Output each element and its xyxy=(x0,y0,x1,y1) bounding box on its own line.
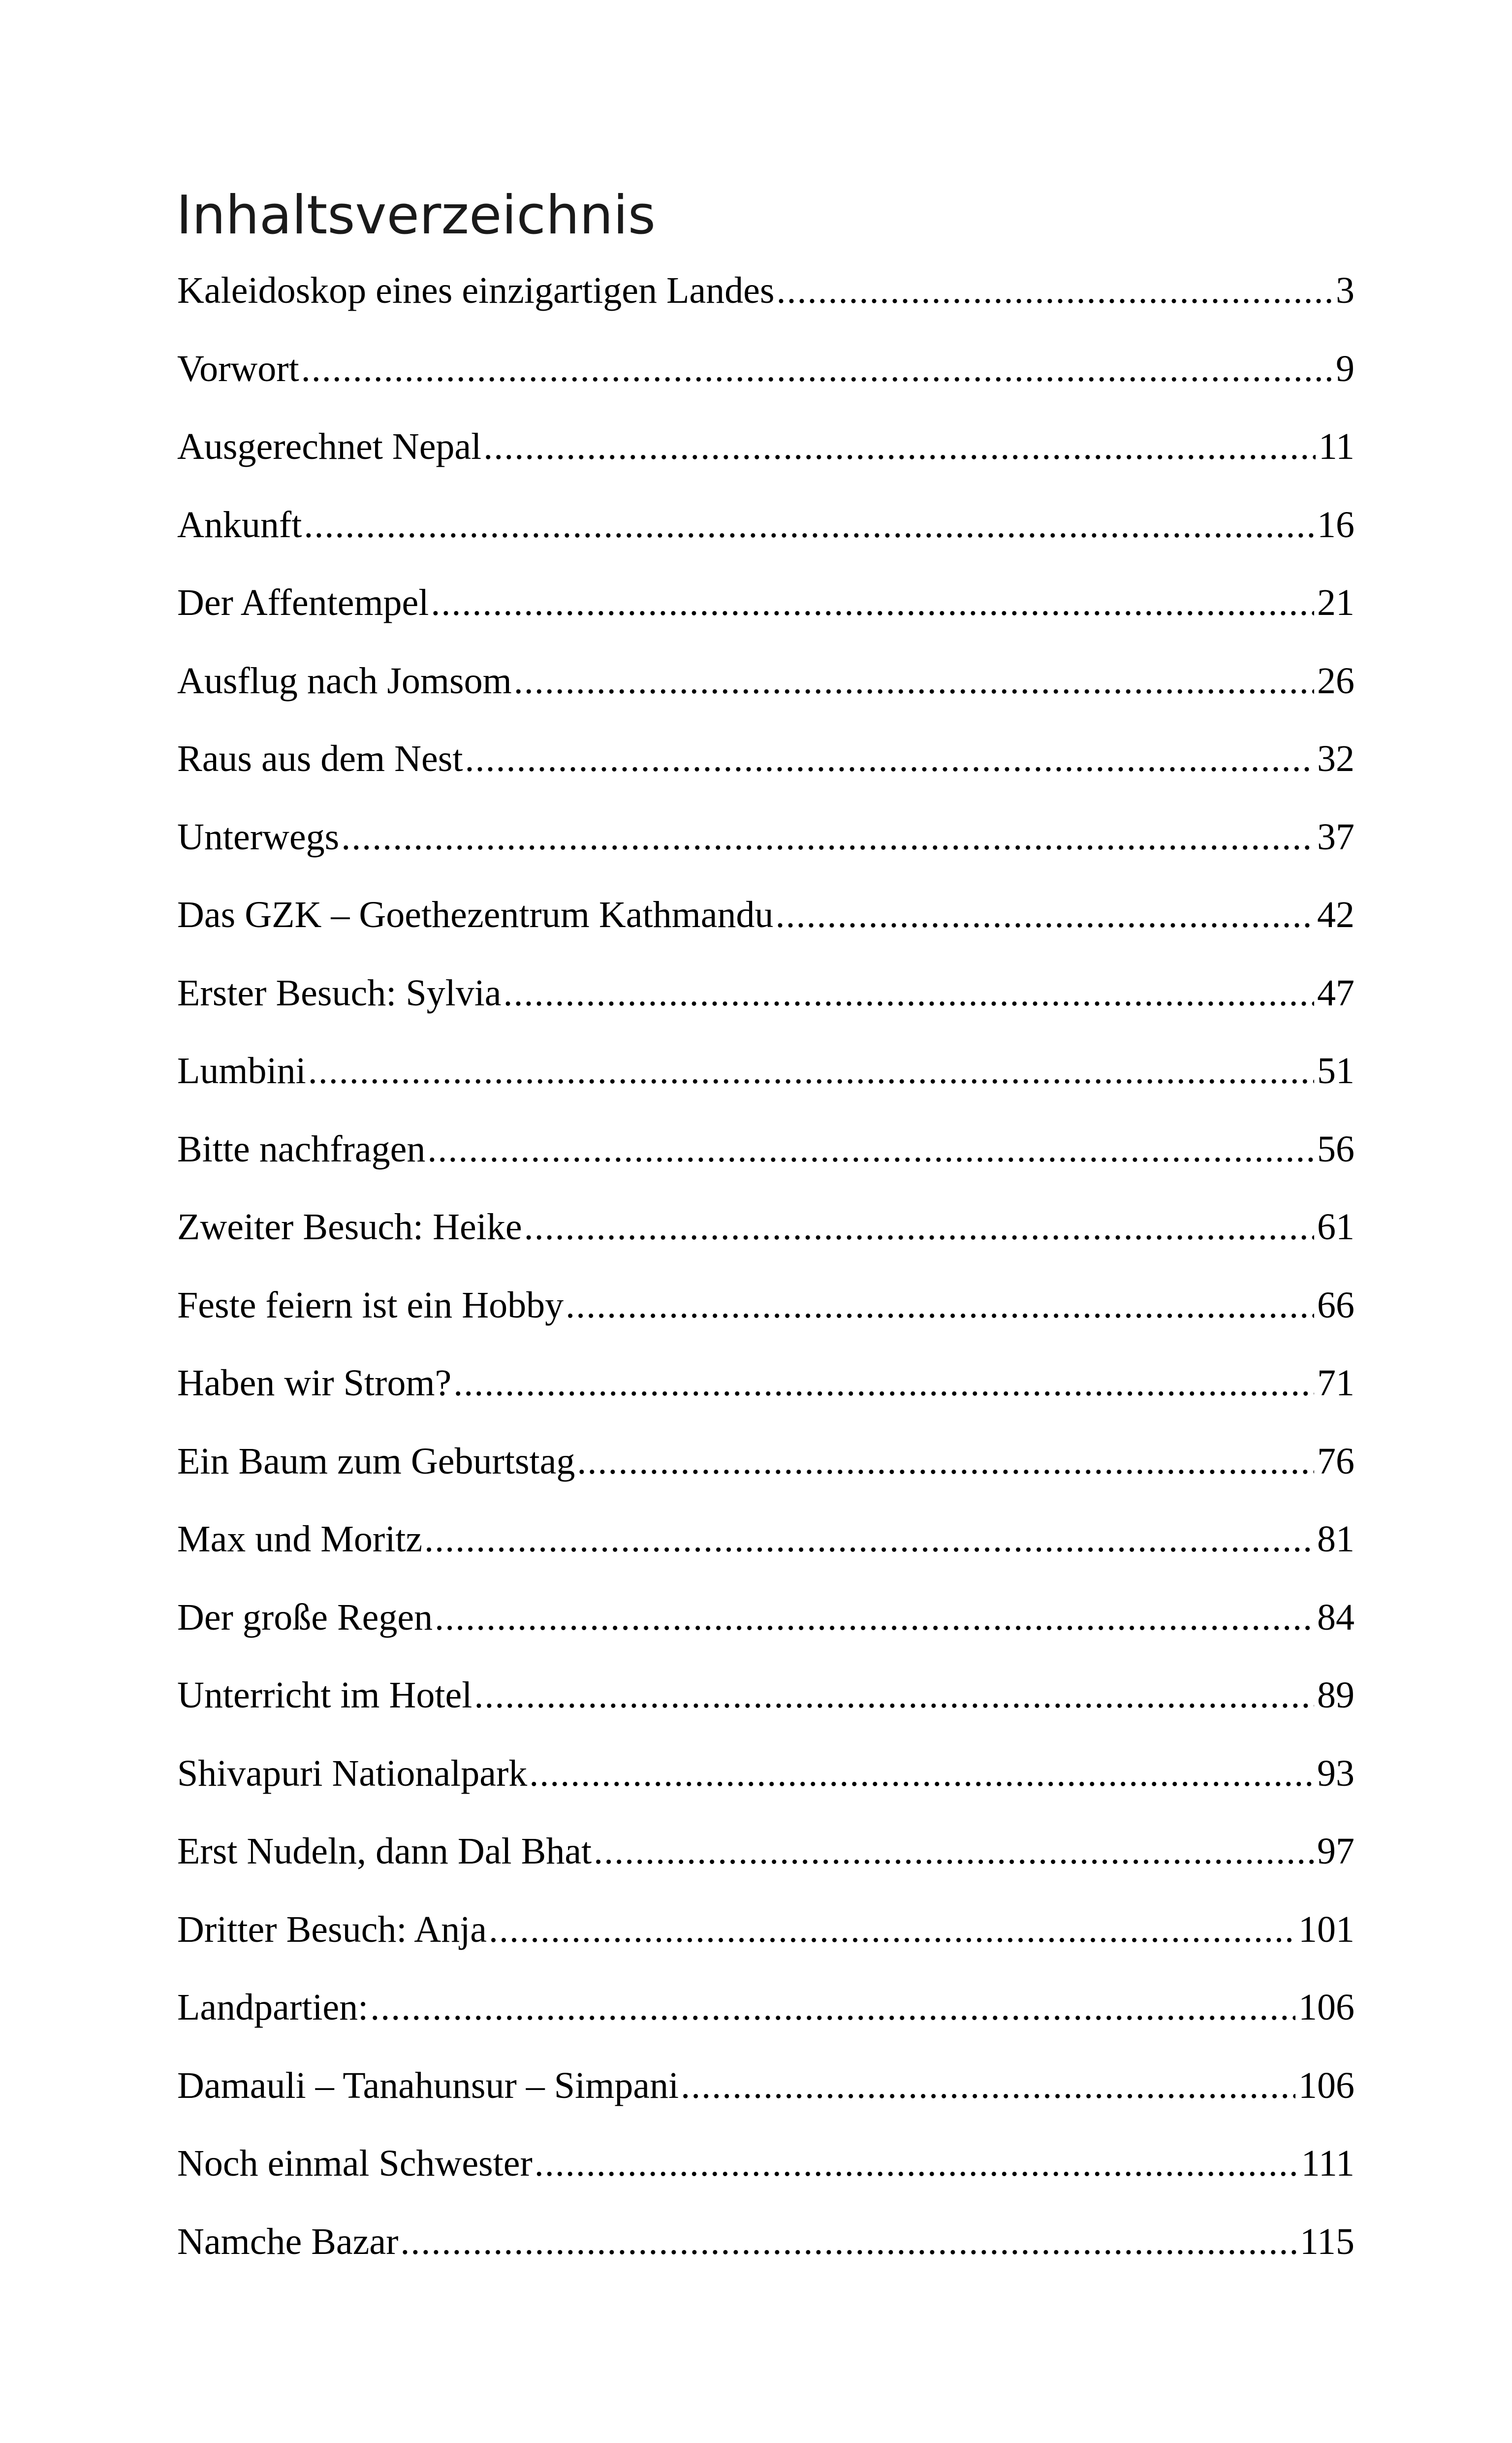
toc-entry-title: Namche Bazar xyxy=(177,2220,399,2262)
toc-entry-title: Unterwegs xyxy=(177,816,340,858)
toc-page-number: 101 xyxy=(1298,1908,1354,1950)
toc-dot-leader xyxy=(474,1668,1314,1722)
toc-entry-title: Vorwort xyxy=(177,348,299,389)
toc-dot-leader xyxy=(529,1746,1314,1800)
toc-page-number: 93 xyxy=(1317,1752,1354,1794)
toc-entry-title: Zweiter Besuch: Heike xyxy=(177,1206,522,1248)
toc-dot-leader xyxy=(566,1278,1314,1332)
toc-page-number: 16 xyxy=(1317,504,1354,546)
toc-dot-leader xyxy=(424,1512,1314,1566)
toc-page-number: 89 xyxy=(1317,1674,1354,1716)
toc-page-number: 3 xyxy=(1336,270,1354,311)
toc-entry-title: Damauli – Tanahunsur – Simpani xyxy=(177,2064,679,2106)
toc-dot-leader xyxy=(577,1434,1314,1488)
toc-entry-title: Lumbini xyxy=(177,1050,306,1092)
toc-dot-leader xyxy=(465,732,1314,786)
toc-entry-title: Ausflug nach Jomsom xyxy=(177,660,512,702)
toc-dot-leader xyxy=(304,498,1314,552)
toc-page-number: 32 xyxy=(1317,738,1354,779)
toc-page-number: 81 xyxy=(1317,1518,1354,1560)
toc-entry-title: Ausgerechnet Nepal xyxy=(177,426,482,467)
toc-page-number: 56 xyxy=(1317,1128,1354,1170)
toc-entry-title: Der große Regen xyxy=(177,1596,433,1638)
toc-entry xyxy=(177,810,1354,888)
toc-page-number: 21 xyxy=(1317,582,1354,623)
toc-entry-title: Der Affentempel xyxy=(177,582,429,623)
toc-dot-leader xyxy=(594,1824,1314,1878)
toc-entry xyxy=(177,1278,1354,1356)
toc-entry xyxy=(177,1512,1354,1590)
toc-page-number: 76 xyxy=(1317,1440,1354,1482)
toc-entry-title: Unterricht im Hotel xyxy=(177,1674,472,1716)
toc-entry xyxy=(177,1746,1354,1825)
toc-entry-title: Haben wir Strom? xyxy=(177,1362,452,1404)
toc-page-number: 9 xyxy=(1336,348,1354,389)
toc-dot-leader xyxy=(681,2058,1295,2113)
toc-dot-leader xyxy=(435,1590,1314,1644)
toc-entry xyxy=(177,1044,1354,1122)
toc-entry-title: Erster Besuch: Sylvia xyxy=(177,972,502,1014)
toc-dot-leader xyxy=(514,654,1314,708)
toc-entry-title: Dritter Besuch: Anja xyxy=(177,1908,487,1950)
toc-entry xyxy=(177,2136,1354,2215)
toc-entry xyxy=(177,1356,1354,1434)
toc-dot-leader xyxy=(504,966,1314,1020)
toc-dot-leader xyxy=(400,2215,1296,2269)
toc-entry xyxy=(177,1590,1354,1669)
toc-entry xyxy=(177,732,1354,810)
toc-entry xyxy=(177,1668,1354,1746)
toc-dot-leader xyxy=(301,342,1333,396)
toc-page-number: 47 xyxy=(1317,972,1354,1014)
toc-page-number: 42 xyxy=(1317,894,1354,935)
toc-page-number: 84 xyxy=(1317,1596,1354,1638)
toc-page-number: 106 xyxy=(1298,1987,1354,2028)
toc-entry-title: Landpartien: xyxy=(177,1987,369,2028)
toc-page-number: 71 xyxy=(1317,1362,1354,1404)
toc-entry-title: Ankunft xyxy=(177,504,302,546)
toc-entry-title: Ein Baum zum Geburtstag xyxy=(177,1440,575,1482)
toc-entry xyxy=(177,419,1354,498)
toc-dot-leader xyxy=(370,1980,1295,2034)
toc-page-number: 106 xyxy=(1298,2064,1354,2106)
toc-page-number: 11 xyxy=(1318,426,1354,467)
toc-entry-title: Noch einmal Schwester xyxy=(177,2143,533,2184)
toc-entry xyxy=(177,263,1354,342)
toc-entry-title: Raus aus dem Nest xyxy=(177,738,463,779)
toc-entry xyxy=(177,888,1354,966)
toc-entry xyxy=(177,1824,1354,1902)
toc-entry-title: Bitte nachfragen xyxy=(177,1128,426,1170)
toc-entry xyxy=(177,576,1354,654)
toc-page-number: 51 xyxy=(1317,1050,1354,1092)
toc-dot-leader xyxy=(427,1122,1314,1176)
toc-page-number: 26 xyxy=(1317,660,1354,702)
toc-entry-title: Max und Moritz xyxy=(177,1518,423,1560)
toc-page-number: 66 xyxy=(1317,1284,1354,1326)
toc-entry xyxy=(177,966,1354,1044)
toc-page-number: 115 xyxy=(1299,2220,1354,2262)
toc-entry xyxy=(177,1200,1354,1278)
toc-dot-leader xyxy=(776,263,1333,318)
toc-entry xyxy=(177,498,1354,576)
toc-entry xyxy=(177,342,1354,420)
toc-dot-leader xyxy=(489,1902,1295,1957)
toc-dot-leader xyxy=(524,1200,1314,1254)
toc-dot-leader xyxy=(341,810,1314,864)
toc-dot-leader xyxy=(308,1044,1314,1098)
toc-entry xyxy=(177,1122,1354,1200)
toc-dot-leader xyxy=(775,888,1314,942)
toc-entry-title: Erst Nudeln, dann Dal Bhat xyxy=(177,1831,592,1872)
toc-entry xyxy=(177,2215,1354,2293)
toc-heading: Inhaltsverzeichnis xyxy=(176,185,656,246)
toc-entry xyxy=(177,1902,1354,1981)
toc-page-number: 37 xyxy=(1317,816,1354,858)
toc-entry xyxy=(177,654,1354,732)
toc-page-number: 111 xyxy=(1301,2143,1354,2184)
toc-entry-title: Feste feiern ist ein Hobby xyxy=(177,1284,564,1326)
toc-list xyxy=(177,263,1354,2292)
toc-entry-title: Shivapuri Nationalpark xyxy=(177,1752,528,1794)
toc-dot-leader xyxy=(453,1356,1314,1410)
toc-dot-leader xyxy=(535,2136,1298,2190)
toc-dot-leader xyxy=(431,576,1314,630)
toc-entry xyxy=(177,1980,1354,2058)
toc-page-number: 61 xyxy=(1317,1206,1354,1248)
toc-page-number: 97 xyxy=(1317,1831,1354,1872)
toc-entry xyxy=(177,1434,1354,1512)
toc-entry xyxy=(177,2058,1354,2137)
toc-entry-title: Das GZK – Goethezentrum Kathmandu xyxy=(177,894,774,935)
toc-dot-leader xyxy=(483,419,1316,474)
toc-entry-title: Kaleidoskop eines einzigartigen Landes xyxy=(177,270,775,311)
